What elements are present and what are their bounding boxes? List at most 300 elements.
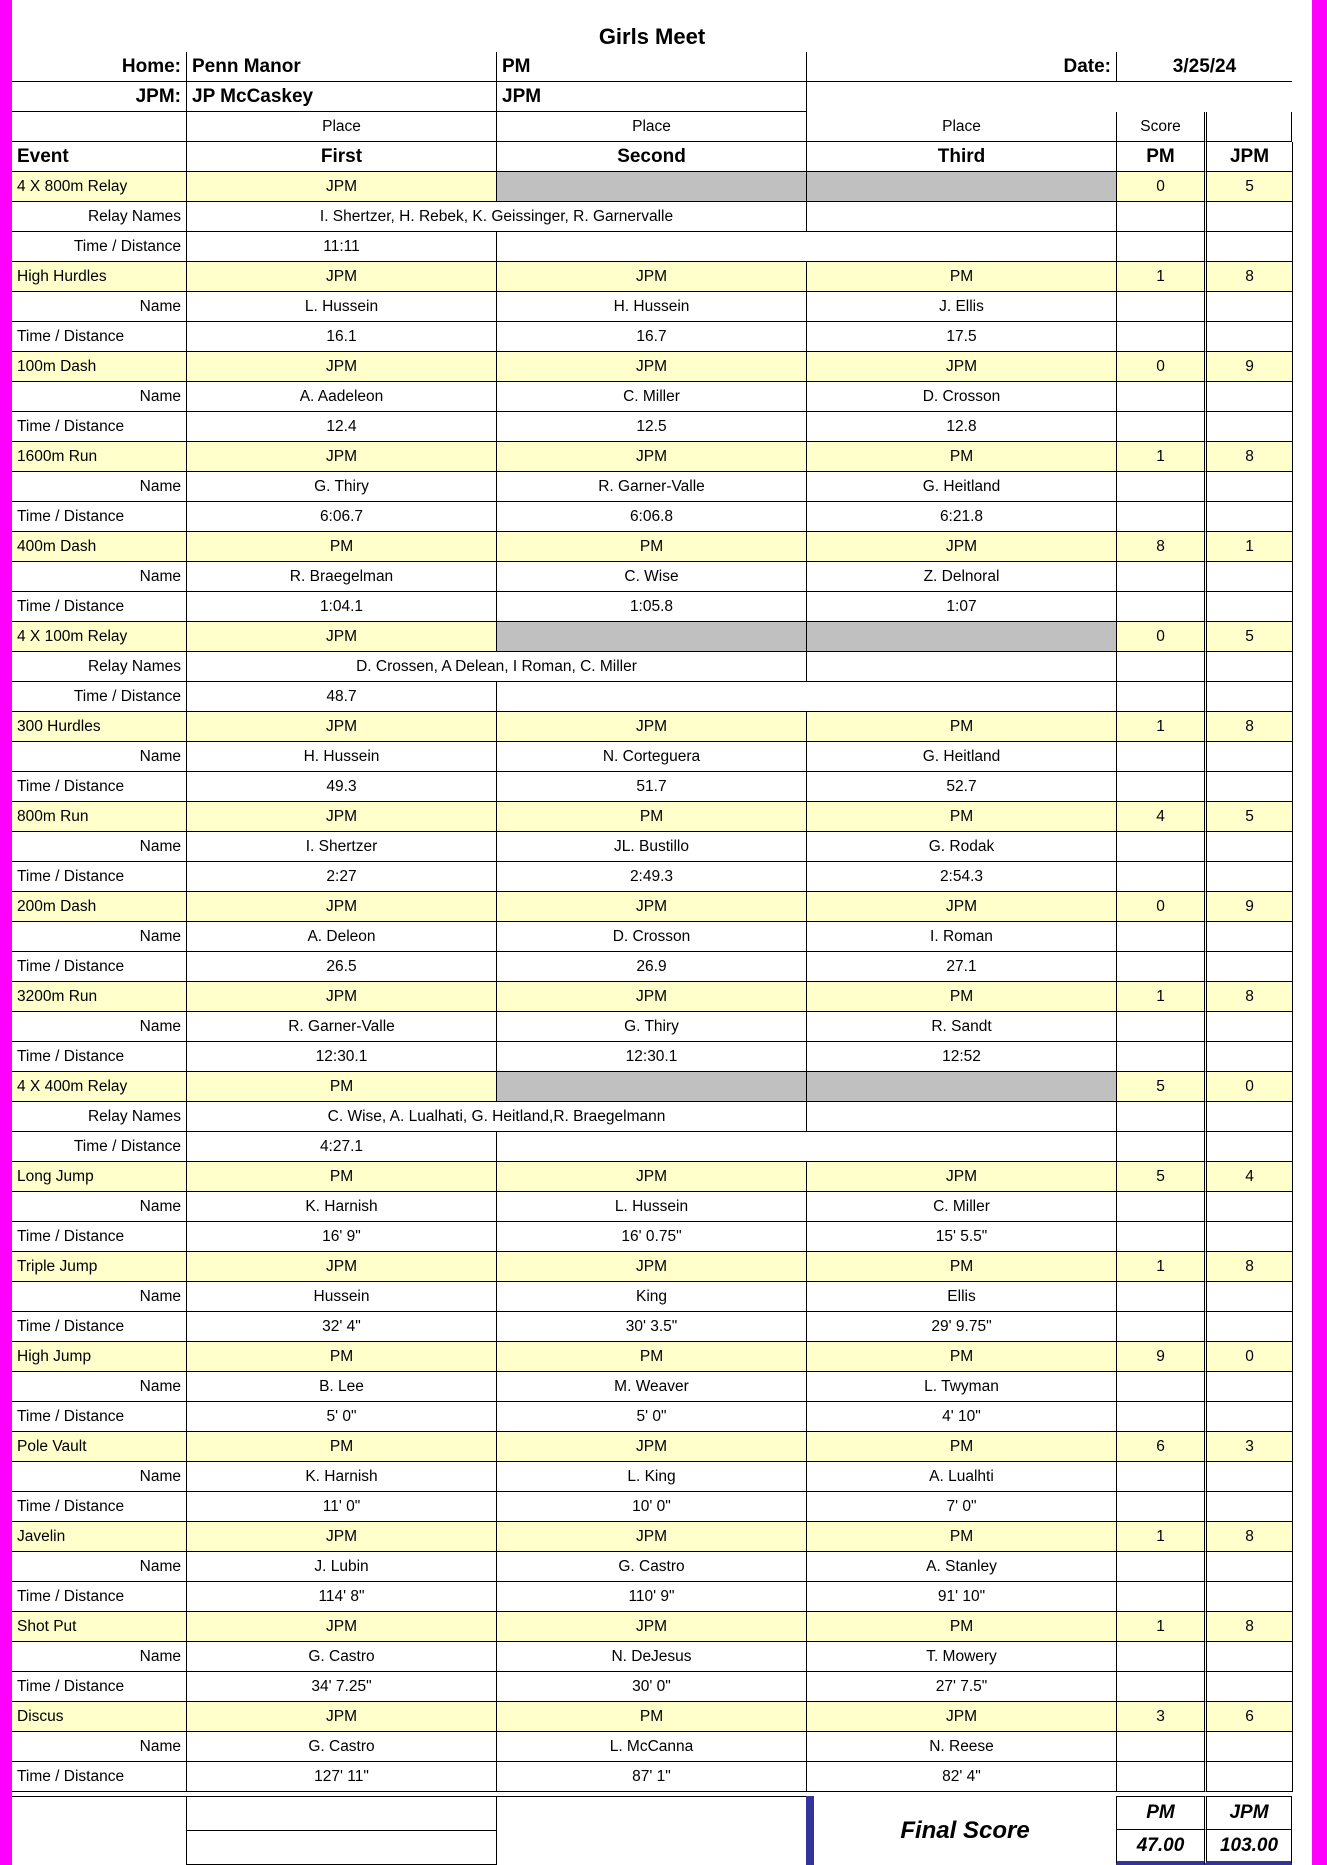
row-spacer — [1292, 232, 1312, 262]
detail-row — [12, 1582, 1312, 1612]
relay-names: D. Crossen, A Delean, I Roman, C. Miller — [186, 652, 806, 682]
third-place-team — [806, 172, 1116, 202]
pm-points: 5 — [1116, 1072, 1204, 1102]
row-spacer — [1292, 802, 1312, 832]
pm-points: 1 — [1116, 442, 1204, 472]
second-mark: 5' 0" — [496, 1402, 806, 1432]
blank-cell — [1204, 862, 1292, 892]
blank-cell — [1116, 952, 1204, 982]
away-row-blank — [806, 82, 1292, 112]
detail-row — [12, 1222, 1312, 1252]
detail-row — [12, 202, 1312, 232]
third-place-team: JPM — [806, 1162, 1116, 1192]
jpm-points: 5 — [1204, 622, 1292, 652]
row-label: Time / Distance — [12, 1042, 186, 1072]
title-row — [12, 22, 1312, 52]
jpm-points: 4 — [1204, 1162, 1292, 1192]
detail-row — [12, 1372, 1312, 1402]
detail-row — [12, 292, 1312, 322]
third-mark: 91' 10" — [806, 1582, 1116, 1612]
first-place-team: PM — [186, 532, 496, 562]
third-mark: 2:54.3 — [806, 862, 1116, 892]
third-place-team: PM — [806, 982, 1116, 1012]
second-athlete: G. Thiry — [496, 1012, 806, 1042]
pm-points: 0 — [1116, 622, 1204, 652]
row-spacer — [1292, 892, 1312, 922]
row-spacer — [1292, 712, 1312, 742]
blank-cell — [1204, 232, 1292, 262]
blank-cell — [1116, 862, 1204, 892]
event-row — [12, 1612, 1312, 1642]
second-place-team: JPM — [496, 352, 806, 382]
blank-cell — [1116, 292, 1204, 322]
jpm-points: 3 — [1204, 1432, 1292, 1462]
pm-points: 5 — [1116, 1162, 1204, 1192]
event-name: 4 X 100m Relay — [12, 622, 186, 652]
row-label: Name — [12, 472, 186, 502]
second-mark: 1:05.8 — [496, 592, 806, 622]
date-value: 3/25/24 — [1116, 52, 1292, 82]
blank-cell — [1116, 652, 1204, 682]
first-place-team: JPM — [186, 1522, 496, 1552]
first-mark: 26.5 — [186, 952, 496, 982]
jpm-points: 8 — [1204, 1612, 1292, 1642]
row-label: Relay Names — [12, 202, 186, 232]
col-header-event: Event — [12, 142, 186, 172]
jpm-points: 5 — [1204, 172, 1292, 202]
first-mark: 32' 4" — [186, 1312, 496, 1342]
row-spacer — [1292, 592, 1312, 622]
detail-row — [12, 1282, 1312, 1312]
detail-row — [12, 1102, 1312, 1132]
detail-row — [12, 232, 1312, 262]
place-row — [12, 112, 1312, 142]
row-spacer — [1292, 1462, 1312, 1492]
final-blank-2c — [496, 1831, 806, 1865]
third-mark: 17.5 — [806, 322, 1116, 352]
row-spacer — [1292, 1042, 1312, 1072]
detail-row — [12, 1042, 1312, 1072]
event-name: Triple Jump — [12, 1252, 186, 1282]
third-place-team: JPM — [806, 1702, 1116, 1732]
detail-row — [12, 952, 1312, 982]
third-athlete: I. Roman — [806, 922, 1116, 952]
second-place-team: PM — [496, 1342, 806, 1372]
detail-row — [12, 562, 1312, 592]
third-place-team — [806, 622, 1116, 652]
blank-cell — [1204, 292, 1292, 322]
first-mark: 49.3 — [186, 772, 496, 802]
third-place-team: PM — [806, 1612, 1116, 1642]
row-label: Name — [12, 1642, 186, 1672]
second-athlete: R. Garner-Valle — [496, 472, 806, 502]
jpm-points: 0 — [1204, 1072, 1292, 1102]
second-mark: 16.7 — [496, 322, 806, 352]
second-mark: 30' 0" — [496, 1672, 806, 1702]
blank-cell — [496, 232, 806, 262]
second-athlete: N. Corteguera — [496, 742, 806, 772]
third-place-team: JPM — [806, 352, 1116, 382]
detail-row — [12, 742, 1312, 772]
blank-cell — [1204, 1012, 1292, 1042]
row-spacer — [1292, 652, 1312, 682]
event-row — [12, 1432, 1312, 1462]
event-name: 200m Dash — [12, 892, 186, 922]
row-spacer — [1292, 1072, 1312, 1102]
third-mark: 4' 10" — [806, 1402, 1116, 1432]
first-mark: 16.1 — [186, 322, 496, 352]
third-place-team: PM — [806, 442, 1116, 472]
blank-cell — [1204, 1642, 1292, 1672]
pm-points: 6 — [1116, 1432, 1204, 1462]
first-athlete: A. Deleon — [186, 922, 496, 952]
row-spacer — [1292, 1222, 1312, 1252]
right-margin-strip — [1312, 0, 1327, 1865]
jpm-points: 6 — [1204, 1702, 1292, 1732]
blank-cell — [1204, 472, 1292, 502]
second-place-team: PM — [496, 532, 806, 562]
first-place-team: JPM — [186, 622, 496, 652]
blank-cell — [1204, 502, 1292, 532]
jpm-points: 0 — [1204, 1342, 1292, 1372]
row-spacer — [1292, 862, 1312, 892]
blank-cell — [1116, 502, 1204, 532]
row-label: Time / Distance — [12, 952, 186, 982]
blank-cell — [1116, 1582, 1204, 1612]
row-spacer — [1292, 1552, 1312, 1582]
blank-cell — [1204, 1582, 1292, 1612]
col-header-spacer — [1292, 142, 1312, 172]
first-place-team: JPM — [186, 892, 496, 922]
score-label: Score — [1116, 112, 1204, 142]
event-row — [12, 712, 1312, 742]
col-header-pm: PM — [1116, 142, 1204, 172]
blank-cell — [1116, 1642, 1204, 1672]
row-label: Time / Distance — [12, 1402, 186, 1432]
blank-cell — [1116, 562, 1204, 592]
third-mark: 29' 9.75" — [806, 1312, 1116, 1342]
third-mark: 52.7 — [806, 772, 1116, 802]
row-spacer — [1292, 382, 1312, 412]
detail-row — [12, 472, 1312, 502]
first-place-team: JPM — [186, 262, 496, 292]
row-label: Time / Distance — [12, 412, 186, 442]
blank-cell — [1204, 772, 1292, 802]
relay-names: C. Wise, A. Lualhati, G. Heitland,R. Braegelmann — [186, 1102, 806, 1132]
pm-points: 8 — [1116, 532, 1204, 562]
first-athlete: K. Harnish — [186, 1462, 496, 1492]
third-place-team: PM — [806, 1252, 1116, 1282]
first-mark: 4:27.1 — [186, 1132, 496, 1162]
third-mark: 7' 0" — [806, 1492, 1116, 1522]
event-row — [12, 1342, 1312, 1372]
pm-points: 0 — [1116, 892, 1204, 922]
first-athlete: R. Braegelman — [186, 562, 496, 592]
event-name: High Hurdles — [12, 262, 186, 292]
final-blank-1a — [12, 1796, 186, 1831]
first-athlete: J. Lubin — [186, 1552, 496, 1582]
blank-cell — [496, 1132, 806, 1162]
row-spacer — [1292, 922, 1312, 952]
score-label-blank — [1204, 112, 1292, 142]
detail-row — [12, 1132, 1312, 1162]
left-margin-strip — [0, 0, 12, 1865]
event-name: Javelin — [12, 1522, 186, 1552]
detail-row — [12, 832, 1312, 862]
row-label: Name — [12, 562, 186, 592]
final-blank-2b — [186, 1831, 496, 1865]
third-athlete: N. Reese — [806, 1732, 1116, 1762]
blank-cell — [1204, 1552, 1292, 1582]
row-spacer — [1292, 1192, 1312, 1222]
blank-cell — [1204, 682, 1292, 712]
away-label: JPM: — [12, 82, 186, 112]
final-blank-1b — [186, 1796, 496, 1831]
blank-cell — [1116, 1132, 1204, 1162]
blank-cell — [1204, 592, 1292, 622]
event-name: Discus — [12, 1702, 186, 1732]
second-athlete: G. Castro — [496, 1552, 806, 1582]
event-name: 4 X 800m Relay — [12, 172, 186, 202]
third-mark: 82' 4" — [806, 1762, 1116, 1792]
final-score-text: Final Score — [900, 1816, 1030, 1844]
first-mark: 11:11 — [186, 232, 496, 262]
blank-cell — [1204, 832, 1292, 862]
blank-cell — [1204, 322, 1292, 352]
blank-cell — [1204, 1042, 1292, 1072]
second-mark: 16' 0.75" — [496, 1222, 806, 1252]
event-row — [12, 532, 1312, 562]
first-athlete: Hussein — [186, 1282, 496, 1312]
detail-row — [12, 1762, 1312, 1792]
pm-points: 1 — [1116, 1522, 1204, 1552]
row-spacer — [1292, 292, 1312, 322]
first-athlete: G. Castro — [186, 1642, 496, 1672]
row-spacer — [1292, 952, 1312, 982]
second-place-team: JPM — [496, 1432, 806, 1462]
first-mark: 48.7 — [186, 682, 496, 712]
row-spacer — [1292, 742, 1312, 772]
row-label: Name — [12, 1012, 186, 1042]
first-mark: 12:30.1 — [186, 1042, 496, 1072]
away-team-name: JP McCaskey — [186, 82, 496, 112]
blank-cell — [1116, 1462, 1204, 1492]
first-athlete: G. Thiry — [186, 472, 496, 502]
blank-cell — [1116, 922, 1204, 952]
row-label: Time / Distance — [12, 502, 186, 532]
event-name: 800m Run — [12, 802, 186, 832]
second-place-team: JPM — [496, 892, 806, 922]
row-spacer — [1292, 1102, 1312, 1132]
third-mark: 27.1 — [806, 952, 1116, 982]
detail-row — [12, 1732, 1312, 1762]
jpm-points: 8 — [1204, 1522, 1292, 1552]
second-place-team: JPM — [496, 1522, 806, 1552]
blank-cell — [1116, 1762, 1204, 1792]
blank-cell — [1204, 412, 1292, 442]
row-label: Name — [12, 382, 186, 412]
second-place-team: JPM — [496, 982, 806, 1012]
third-athlete: A. Lualhti — [806, 1462, 1116, 1492]
row-spacer — [1292, 1672, 1312, 1702]
blank-cell — [1204, 1402, 1292, 1432]
detail-row — [12, 1192, 1312, 1222]
second-athlete: D. Crosson — [496, 922, 806, 952]
row-label: Time / Distance — [12, 322, 186, 352]
blank-cell — [1116, 1192, 1204, 1222]
home-row — [12, 52, 1312, 82]
event-name: 4 X 400m Relay — [12, 1072, 186, 1102]
col-header-second: Second — [496, 142, 806, 172]
row-spacer — [1292, 832, 1312, 862]
blank-cell — [1204, 922, 1292, 952]
third-mark: 6:21.8 — [806, 502, 1116, 532]
row-spacer — [1292, 982, 1312, 1012]
home-label: Home: — [12, 52, 186, 82]
blank-cell — [1204, 1672, 1292, 1702]
detail-row — [12, 922, 1312, 952]
second-athlete: M. Weaver — [496, 1372, 806, 1402]
blank-cell — [1204, 1732, 1292, 1762]
pm-points: 1 — [1116, 982, 1204, 1012]
event-row — [12, 1702, 1312, 1732]
row-spacer — [1292, 1282, 1312, 1312]
row-label: Time / Distance — [12, 1762, 186, 1792]
row-label: Time / Distance — [12, 232, 186, 262]
first-place-team: JPM — [186, 352, 496, 382]
second-athlete: King — [496, 1282, 806, 1312]
second-athlete: L. McCanna — [496, 1732, 806, 1762]
pm-points: 1 — [1116, 1612, 1204, 1642]
second-athlete: L. King — [496, 1462, 806, 1492]
first-athlete: B. Lee — [186, 1372, 496, 1402]
jpm-points: 9 — [1204, 352, 1292, 382]
first-place-team: JPM — [186, 442, 496, 472]
second-athlete: C. Wise — [496, 562, 806, 592]
first-place-team: JPM — [186, 1702, 496, 1732]
relay-names: I. Shertzer, H. Rebek, K. Geissinger, R. Garnervalle — [186, 202, 806, 232]
blank-cell — [1204, 562, 1292, 592]
jpm-points: 1 — [1204, 532, 1292, 562]
blank-cell — [1204, 202, 1292, 232]
row-spacer — [1292, 1582, 1312, 1612]
detail-row — [12, 862, 1312, 892]
second-place-team: PM — [496, 1702, 806, 1732]
row-spacer — [1292, 502, 1312, 532]
second-place-team: JPM — [496, 1162, 806, 1192]
event-name: Long Jump — [12, 1162, 186, 1192]
row-spacer — [1292, 562, 1312, 592]
blank-cell — [806, 652, 1116, 682]
blank-cell — [1116, 382, 1204, 412]
second-mark: 30' 3.5" — [496, 1312, 806, 1342]
third-place-team: PM — [806, 802, 1116, 832]
blank-cell — [806, 682, 1116, 712]
first-mark: 5' 0" — [186, 1402, 496, 1432]
second-mark: 87' 1" — [496, 1762, 806, 1792]
blank-cell — [1116, 1372, 1204, 1402]
row-spacer — [1292, 472, 1312, 502]
blank-cell — [1204, 1762, 1292, 1792]
place-label-first: Place — [186, 112, 496, 142]
row-label: Time / Distance — [12, 1312, 186, 1342]
third-place-team: JPM — [806, 892, 1116, 922]
row-spacer — [1292, 1642, 1312, 1672]
blank-cell — [1116, 832, 1204, 862]
blank-cell — [1116, 232, 1204, 262]
row-label: Time / Distance — [12, 1222, 186, 1252]
first-athlete: G. Castro — [186, 1732, 496, 1762]
col-header-first: First — [186, 142, 496, 172]
final-blank-1c — [496, 1796, 806, 1831]
event-name: 100m Dash — [12, 352, 186, 382]
event-row — [12, 622, 1312, 652]
blank-cell — [806, 1102, 1116, 1132]
detail-row — [12, 1642, 1312, 1672]
blank-cell — [1116, 472, 1204, 502]
blank-cell — [1116, 1012, 1204, 1042]
first-mark: 2:27 — [186, 862, 496, 892]
row-label: Name — [12, 1372, 186, 1402]
row-spacer — [1292, 1012, 1312, 1042]
place-label-second: Place — [496, 112, 806, 142]
second-place-team — [496, 1072, 806, 1102]
detail-row — [12, 1492, 1312, 1522]
blank-cell — [1116, 412, 1204, 442]
row-spacer — [1292, 1252, 1312, 1282]
third-athlete: J. Ellis — [806, 292, 1116, 322]
col-header-third: Third — [806, 142, 1116, 172]
second-place-team — [496, 622, 806, 652]
row-spacer — [1292, 1132, 1312, 1162]
place-label-third: Place — [806, 112, 1116, 142]
row-spacer — [1292, 322, 1312, 352]
detail-row — [12, 322, 1312, 352]
second-mark: 10' 0" — [496, 1492, 806, 1522]
first-place-team: PM — [186, 1162, 496, 1192]
second-athlete: C. Miller — [496, 382, 806, 412]
third-place-team: PM — [806, 1522, 1116, 1552]
row-spacer — [1292, 442, 1312, 472]
pm-points: 1 — [1116, 1252, 1204, 1282]
row-spacer — [1292, 1372, 1312, 1402]
blank-cell — [1116, 742, 1204, 772]
detail-row — [12, 652, 1312, 682]
third-mark: 1:07 — [806, 592, 1116, 622]
detail-row — [12, 1012, 1312, 1042]
row-label: Relay Names — [12, 652, 186, 682]
first-athlete: A. Aadeleon — [186, 382, 496, 412]
second-place-team: PM — [496, 802, 806, 832]
second-place-team: JPM — [496, 1612, 806, 1642]
event-row — [12, 1252, 1312, 1282]
pm-points: 0 — [1116, 352, 1204, 382]
blank-cell — [1116, 1042, 1204, 1072]
blank-cell — [1204, 1102, 1292, 1132]
first-place-team: PM — [186, 1432, 496, 1462]
final-jpm-label: JPM — [1204, 1796, 1292, 1830]
row-spacer — [1292, 412, 1312, 442]
event-row — [12, 172, 1312, 202]
event-name: 1600m Run — [12, 442, 186, 472]
column-header-row — [12, 142, 1312, 172]
detail-row — [12, 1312, 1312, 1342]
first-mark: 1:04.1 — [186, 592, 496, 622]
third-athlete: D. Crosson — [806, 382, 1116, 412]
second-mark: 6:06.8 — [496, 502, 806, 532]
detail-row — [12, 382, 1312, 412]
detail-row — [12, 1672, 1312, 1702]
